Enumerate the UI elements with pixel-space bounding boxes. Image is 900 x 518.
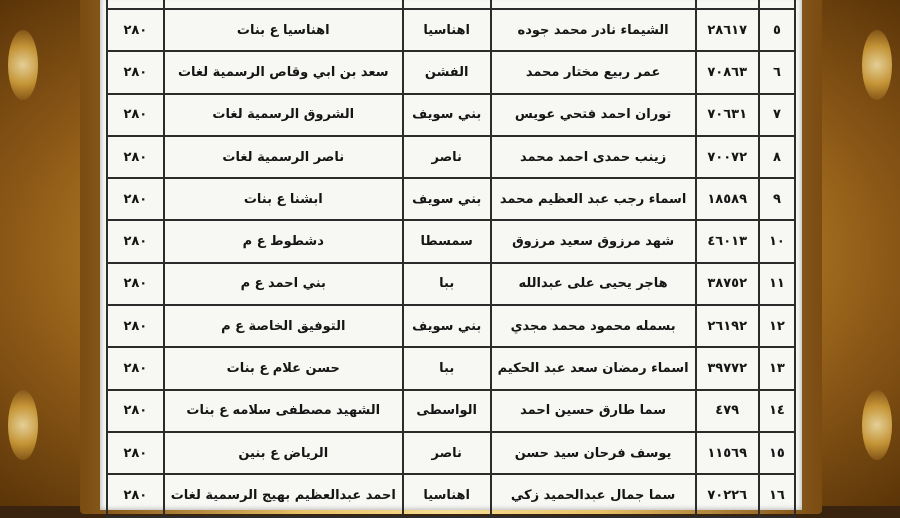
district-name xyxy=(403,263,491,305)
school-name-text: اهناسيا ع بنات xyxy=(236,22,330,38)
school-name-text: الشهيد مصطفى سلامه ع بنات xyxy=(186,403,381,419)
row-number-text: ٧ xyxy=(772,107,781,123)
seat-number xyxy=(696,0,759,9)
score-value-text: ٢٨٠ xyxy=(123,445,148,461)
student-name-text: عمر ربيع مختار محمد xyxy=(525,64,661,80)
score-value xyxy=(107,136,164,178)
score-value-text: ٢٨٠ xyxy=(123,487,148,503)
table-row xyxy=(107,9,795,51)
row-number xyxy=(759,178,795,220)
table-row xyxy=(107,136,795,178)
score-value-text: ٢٨٠ xyxy=(123,361,148,377)
district-name-text: اهناسيا xyxy=(423,487,471,503)
row-number-text: ٨ xyxy=(772,149,781,165)
table-row xyxy=(107,178,795,220)
district-name-text: بني سويف xyxy=(412,107,482,123)
row-number-text: ٦ xyxy=(772,64,781,80)
student-name-text: يوسف فرحان سيد حسن xyxy=(514,445,672,461)
frame-ornament-icon xyxy=(8,30,38,100)
student-name-text: توران احمد فتحي عويس xyxy=(514,107,672,123)
school-name xyxy=(164,94,403,136)
district-name xyxy=(403,178,491,220)
table-row xyxy=(107,51,795,93)
score-value-text: ٢٨٠ xyxy=(123,276,148,292)
seat-number xyxy=(696,390,759,432)
score-value xyxy=(107,305,164,347)
table-row xyxy=(107,474,795,516)
table-row xyxy=(107,220,795,262)
school-name-text: ناصر الرسمية لغات xyxy=(222,149,345,165)
score-value xyxy=(107,432,164,474)
student-name xyxy=(491,51,696,93)
table-row xyxy=(107,94,795,136)
row-number xyxy=(759,51,795,93)
district-name xyxy=(403,94,491,136)
student-name-text: بسمله محمود محمد مجدي xyxy=(510,318,676,334)
seat-number-text: ٧٠٢٢٦ xyxy=(707,487,748,503)
score-value-text: ٢٨٠ xyxy=(123,191,148,207)
score-value-text: ٢٨٠ xyxy=(123,22,148,38)
table-row xyxy=(107,305,795,347)
school-name-text: الشروق الرسمية لغات xyxy=(212,107,355,123)
table-row xyxy=(107,0,795,9)
student-name xyxy=(491,220,696,262)
table-row xyxy=(107,347,795,389)
student-name xyxy=(491,432,696,474)
district-name xyxy=(403,390,491,432)
row-number-text: ١٣ xyxy=(768,361,785,377)
score-value xyxy=(107,0,164,9)
seat-number xyxy=(696,474,759,516)
district-name-text: الواسطى xyxy=(416,403,477,419)
school-name xyxy=(164,9,403,51)
student-name xyxy=(491,263,696,305)
seat-number-text: ٣٩٧٧٢ xyxy=(707,361,748,377)
row-number-text: ١٢ xyxy=(768,318,785,334)
student-name xyxy=(491,305,696,347)
results-sheet xyxy=(100,0,802,510)
score-value xyxy=(107,94,164,136)
district-name xyxy=(403,474,491,516)
school-name-text: التوفيق الخاصة ع م xyxy=(221,318,346,334)
student-name xyxy=(491,474,696,516)
school-name xyxy=(164,136,403,178)
seat-number-text: ٧٠٦٣١ xyxy=(707,107,748,123)
seat-number xyxy=(696,347,759,389)
school-name-text: دشطوط ع م xyxy=(242,234,324,250)
student-name xyxy=(491,347,696,389)
table-row xyxy=(107,390,795,432)
district-name-text: ببا xyxy=(439,276,455,292)
district-name-text: ببا xyxy=(439,361,455,377)
row-number xyxy=(759,432,795,474)
score-value xyxy=(107,390,164,432)
school-name-text: احمد عبدالعظيم بهيج الرسمية لغات xyxy=(170,487,396,503)
school-name-text: سعد بن ابي وقاص الرسمية لغات xyxy=(177,64,389,80)
score-value xyxy=(107,9,164,51)
frame-ornament-icon xyxy=(8,390,38,460)
score-value xyxy=(107,220,164,262)
school-name-text: الرياض ع بنين xyxy=(238,445,329,461)
row-number-text: ١١ xyxy=(768,276,785,292)
score-value xyxy=(107,178,164,220)
row-number xyxy=(759,263,795,305)
district-name-text: سمسطا xyxy=(420,234,473,250)
student-name xyxy=(491,390,696,432)
row-number xyxy=(759,305,795,347)
school-name xyxy=(164,178,403,220)
student-name xyxy=(491,136,696,178)
seat-number xyxy=(696,305,759,347)
row-number xyxy=(759,9,795,51)
student-name-text: هاجر يحيى على عبدالله xyxy=(518,276,668,292)
student-name-text: شهد مرزوق سعيد مرزوق xyxy=(512,234,675,250)
district-name xyxy=(403,305,491,347)
student-name-text: زينب حمدى احمد محمد xyxy=(519,149,667,165)
seat-number xyxy=(696,220,759,262)
row-number-text: ٩ xyxy=(772,191,781,207)
row-number xyxy=(759,474,795,516)
student-name xyxy=(491,178,696,220)
school-name-text: بني احمد ع م xyxy=(240,276,326,292)
seat-number xyxy=(696,136,759,178)
score-value-text: ٢٨٠ xyxy=(123,149,148,165)
student-name-text: الشيماء نادر محمد جوده xyxy=(517,22,669,38)
score-value-text: ٢٨٠ xyxy=(123,403,148,419)
score-value xyxy=(107,51,164,93)
row-number xyxy=(759,220,795,262)
frame-ornament-icon xyxy=(862,390,892,460)
frame-ornament-icon xyxy=(862,30,892,100)
student-name-text: سما طارق حسين احمد xyxy=(520,403,666,419)
seat-number xyxy=(696,9,759,51)
student-name-text: اسماء رمضان سعد عبد الحكيم xyxy=(497,361,689,377)
score-value-text: ٢٨٠ xyxy=(123,107,148,123)
school-name xyxy=(164,305,403,347)
school-name xyxy=(164,51,403,93)
seat-number-text: ٧٠٨٦٣ xyxy=(707,64,748,80)
district-name-text: الفشن xyxy=(424,64,469,80)
school-name xyxy=(164,432,403,474)
district-name xyxy=(403,0,491,9)
student-name-text: سما جمال عبدالحميد زكي xyxy=(510,487,676,503)
student-name xyxy=(491,9,696,51)
seat-number-text: ٢٨٦١٧ xyxy=(707,22,748,38)
seat-number-text: ١١٥٦٩ xyxy=(707,445,748,461)
score-value-text: ٢٨٠ xyxy=(123,234,148,250)
school-name xyxy=(164,390,403,432)
district-name-text: ناصر xyxy=(431,149,462,165)
row-number-text: ١٠ xyxy=(768,234,785,250)
seat-number xyxy=(696,178,759,220)
row-number xyxy=(759,0,795,9)
school-name xyxy=(164,263,403,305)
seat-number-text: ٣٨٧٥٢ xyxy=(707,276,748,292)
seat-number xyxy=(696,51,759,93)
seat-number-text: ٤٧٩ xyxy=(715,403,740,419)
school-name xyxy=(164,220,403,262)
row-number xyxy=(759,94,795,136)
score-value-text: ٢٨٠ xyxy=(123,318,148,334)
score-value xyxy=(107,263,164,305)
table-row xyxy=(107,263,795,305)
school-name-text: حسن علام ع بنات xyxy=(226,361,340,377)
seat-number-text: ٢٦١٩٢ xyxy=(707,318,748,334)
school-name xyxy=(164,474,403,516)
seat-number-text: ١٨٥٨٩ xyxy=(707,191,748,207)
table-row xyxy=(107,432,795,474)
district-name-text: بني سويف xyxy=(412,318,482,334)
seat-number xyxy=(696,432,759,474)
seat-number-text: ٤٦٠١٣ xyxy=(707,234,748,250)
row-number-text: ١٦ xyxy=(768,487,785,503)
district-name xyxy=(403,220,491,262)
school-name-text: ابشنا ع بنات xyxy=(243,191,323,207)
district-name-text: بني سويف xyxy=(412,191,482,207)
district-name-text: اهناسيا xyxy=(423,22,471,38)
row-number xyxy=(759,347,795,389)
district-name xyxy=(403,136,491,178)
score-value-text: ٢٨٠ xyxy=(123,64,148,80)
score-value xyxy=(107,474,164,516)
seat-number xyxy=(696,94,759,136)
district-name xyxy=(403,51,491,93)
seat-number-text: ٧٠٠٧٢ xyxy=(707,149,748,165)
score-value xyxy=(107,347,164,389)
district-name xyxy=(403,9,491,51)
results-table xyxy=(106,0,796,518)
row-number-text: ١٥ xyxy=(768,445,785,461)
seat-number xyxy=(696,263,759,305)
school-name xyxy=(164,0,403,9)
student-name xyxy=(491,94,696,136)
district-name xyxy=(403,432,491,474)
student-name-text: اسماء رجب عبد العظيم محمد xyxy=(499,191,687,207)
row-number-text: ١٤ xyxy=(768,403,785,419)
row-number-text: ٥ xyxy=(772,22,781,38)
student-name xyxy=(491,0,696,9)
district-name-text: ناصر xyxy=(431,445,462,461)
district-name xyxy=(403,347,491,389)
row-number xyxy=(759,136,795,178)
row-number xyxy=(759,390,795,432)
school-name xyxy=(164,347,403,389)
